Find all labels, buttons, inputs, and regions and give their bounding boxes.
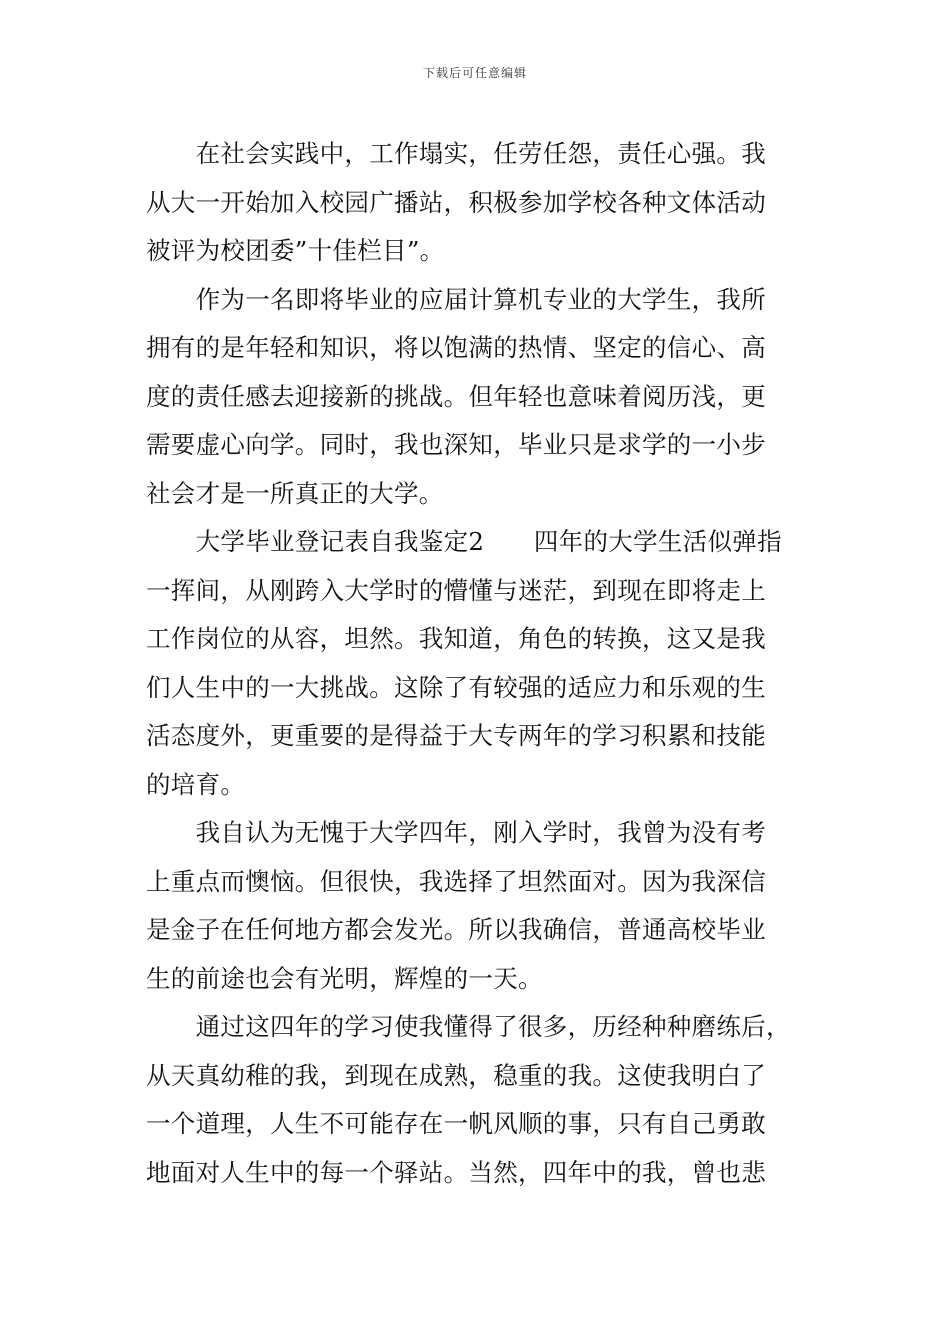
- text-line: 生的前途也会有光明，辉煌的一天。: [146, 963, 543, 993]
- page-header: 下载后可任意编辑: [422, 66, 527, 80]
- text-line: 通过这四年的学习使我懂得了很多，历经种种磨练后，: [146, 1012, 791, 1041]
- text-line: 是金子在任何地方都会发光。所以我确信，普通高校毕业: [146, 915, 766, 944]
- text-line: 大学毕业登记表自我鉴定2 四年的大学生活似弹指: [146, 527, 782, 556]
- text-line: 度的责任感去迎接新的挑战。但年轻也意味着阅历浅，更: [146, 381, 766, 411]
- text-line: 工作岗位的从容，坦然。我知道，角色的转换，这又是我: [146, 624, 766, 653]
- text-line: 需要虚心向学。同时，我也深知，毕业只是求学的一小步: [146, 430, 766, 459]
- paragraph-5: [146, 1003, 808, 1197]
- paragraph-4: [146, 809, 808, 1003]
- document-body: [146, 130, 808, 1197]
- text-line: 在社会实践中，工作塌实，任劳任怨，责任心强。我: [146, 139, 766, 168]
- text-line: 上重点而懊恼。但很快，我选择了坦然面对。因为我深信: [146, 866, 766, 896]
- text-line: 们人生中的一大挑战。这除了有较强的适应力和乐观的生: [146, 672, 766, 702]
- text-line: 拥有的是年轻和知识，将以饱满的热情、坚定的信心、高: [146, 333, 766, 362]
- text-line: 社会才是一所真正的大学。: [146, 478, 444, 508]
- paragraph-2: [146, 276, 808, 519]
- text-line: 作为一名即将毕业的应届计算机专业的大学生，我所: [146, 284, 766, 314]
- text-line: 从天真幼稚的我，到现在成熟，稳重的我。这使我明白了: [146, 1060, 766, 1090]
- text-line: 一挥间，从刚跨入大学时的懵懂与迷茫，到现在即将走上: [146, 575, 766, 605]
- text-line: 地面对人生中的每一个驿站。当然，四年中的我，曾也悲: [146, 1157, 766, 1187]
- paragraph-3: [146, 518, 808, 809]
- text-line: 我自认为无愧于大学四年，刚入学时，我曾为没有考: [146, 818, 766, 847]
- paragraph-1: [146, 130, 808, 276]
- text-line: 被评为校团委”十佳栏目”。: [146, 236, 445, 265]
- text-line: 一个道理，人生不可能存在一帆风顺的事，只有自己勇敢: [146, 1109, 766, 1138]
- text-line: 从大一开始加入校园广播站，积极参加学校各种文体活动: [146, 187, 766, 217]
- text-line: 的培育。: [146, 769, 246, 799]
- text-line: 活态度外，更重要的是得益于大专两年的学习积累和技能: [146, 721, 766, 750]
